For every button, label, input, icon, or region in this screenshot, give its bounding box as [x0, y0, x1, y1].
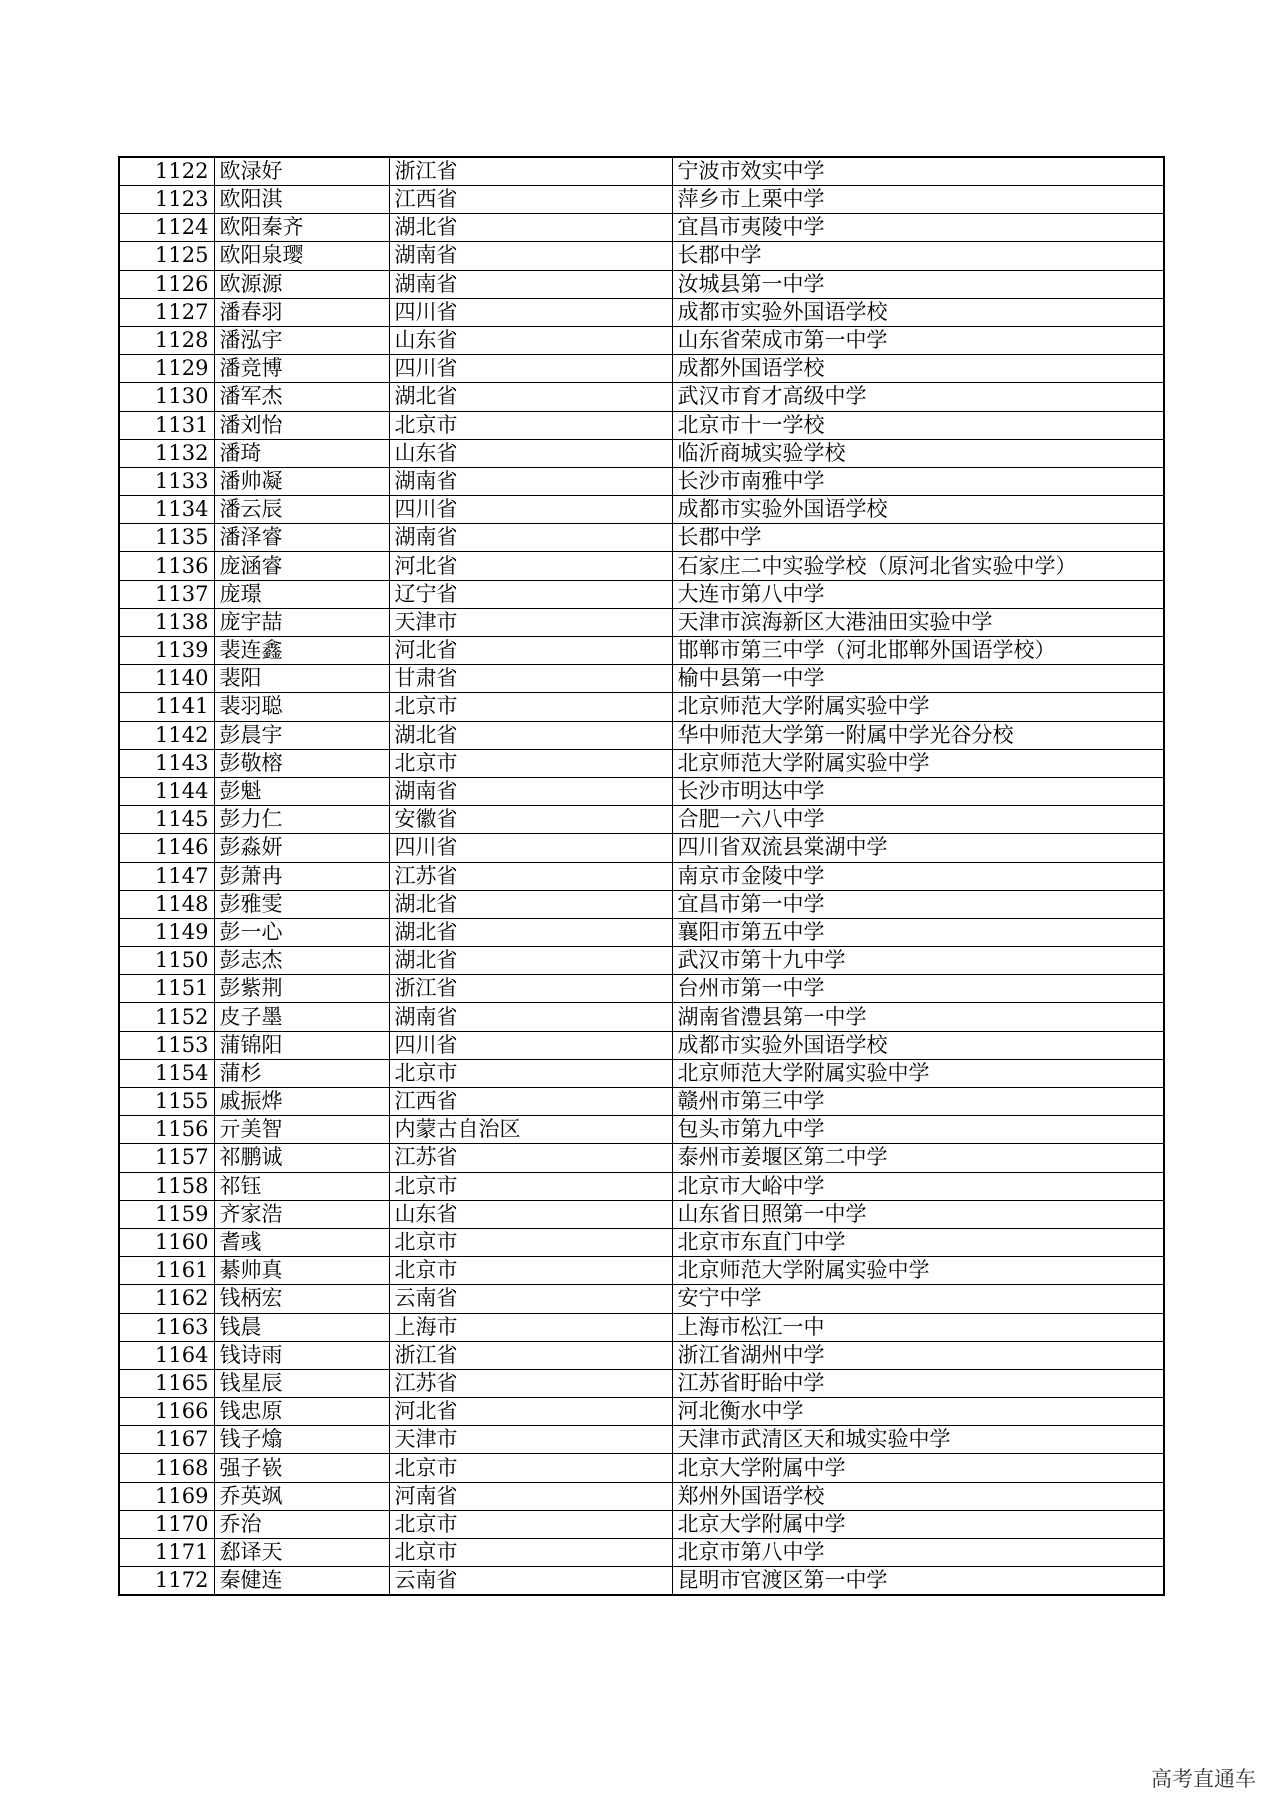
- table-row: [119, 665, 1164, 693]
- student-name: 强子嵚: [214, 1454, 389, 1482]
- school: 昆明市官渡区第一中学: [672, 1567, 1164, 1596]
- row-number: 1131: [119, 411, 214, 439]
- table-row: [119, 411, 1164, 439]
- table-row: [119, 1172, 1164, 1200]
- student-name: 亓美智: [214, 1116, 389, 1144]
- row-number: 1123: [119, 186, 214, 214]
- table-row: [119, 1341, 1164, 1369]
- row-number: 1170: [119, 1510, 214, 1538]
- table-row: [119, 1144, 1164, 1172]
- row-number: 1162: [119, 1285, 214, 1313]
- table-row: [119, 890, 1164, 918]
- table-row: [119, 1088, 1164, 1116]
- school: 四川省双流县棠湖中学: [672, 834, 1164, 862]
- student-name: 彭力仁: [214, 806, 389, 834]
- table-row: [119, 1116, 1164, 1144]
- row-number: 1137: [119, 580, 214, 608]
- table-row: [119, 439, 1164, 467]
- school: 北京师范大学附属实验中学: [672, 749, 1164, 777]
- table-row: [119, 1426, 1164, 1454]
- student-name: 潘帅凝: [214, 467, 389, 495]
- table-row: [119, 467, 1164, 495]
- row-number: 1153: [119, 1031, 214, 1059]
- province: 山东省: [389, 326, 672, 354]
- table-row: [119, 270, 1164, 298]
- row-number: 1139: [119, 637, 214, 665]
- row-number: 1152: [119, 1003, 214, 1031]
- table-row: [119, 693, 1164, 721]
- province: 江西省: [389, 1088, 672, 1116]
- table-row: [119, 1285, 1164, 1313]
- row-number: 1127: [119, 298, 214, 326]
- student-name: 裴阳: [214, 665, 389, 693]
- student-name: 欧阳淇: [214, 186, 389, 214]
- row-number: 1130: [119, 383, 214, 411]
- province: 甘肃省: [389, 665, 672, 693]
- school: 上海市松江一中: [672, 1313, 1164, 1341]
- student-name: 潘云辰: [214, 496, 389, 524]
- school: 石家庄二中实验学校（原河北省实验中学）: [672, 552, 1164, 580]
- row-number: 1148: [119, 890, 214, 918]
- student-name: 蒲锦阳: [214, 1031, 389, 1059]
- row-number: 1158: [119, 1172, 214, 1200]
- province: 云南省: [389, 1285, 672, 1313]
- student-name: 潘泽睿: [214, 524, 389, 552]
- row-number: 1140: [119, 665, 214, 693]
- student-name: 庞涵睿: [214, 552, 389, 580]
- table-row: [119, 1567, 1164, 1596]
- table-row: [119, 777, 1164, 805]
- table-row: [119, 496, 1164, 524]
- table-row: [119, 1510, 1164, 1538]
- school: 天津市武清区天和城实验中学: [672, 1426, 1164, 1454]
- row-number: 1160: [119, 1228, 214, 1256]
- student-name: 郄译天: [214, 1539, 389, 1567]
- school: 北京市东直门中学: [672, 1228, 1164, 1256]
- province: 上海市: [389, 1313, 672, 1341]
- province: 浙江省: [389, 1341, 672, 1369]
- student-name: 钱子熻: [214, 1426, 389, 1454]
- province: 湖南省: [389, 1003, 672, 1031]
- province: 山东省: [389, 439, 672, 467]
- row-number: 1146: [119, 834, 214, 862]
- province: 四川省: [389, 834, 672, 862]
- student-name: 彭一心: [214, 918, 389, 946]
- table-row: [119, 918, 1164, 946]
- school: 华中师范大学第一附属中学光谷分校: [672, 721, 1164, 749]
- row-number: 1154: [119, 1059, 214, 1087]
- school: 北京市十一学校: [672, 411, 1164, 439]
- student-name: 彭魁: [214, 777, 389, 805]
- province: 北京市: [389, 1510, 672, 1538]
- province: 天津市: [389, 608, 672, 636]
- province: 四川省: [389, 355, 672, 383]
- row-number: 1172: [119, 1567, 214, 1596]
- row-number: 1150: [119, 947, 214, 975]
- table-row: [119, 1031, 1164, 1059]
- student-name: 欧阳秦齐: [214, 214, 389, 242]
- school: 成都外国语学校: [672, 355, 1164, 383]
- table-row: [119, 1003, 1164, 1031]
- table-row: [119, 298, 1164, 326]
- table-row: [119, 1482, 1164, 1510]
- student-name: 潘竞博: [214, 355, 389, 383]
- school: 南京市金陵中学: [672, 862, 1164, 890]
- province: 天津市: [389, 1426, 672, 1454]
- school: 江苏省盱眙中学: [672, 1369, 1164, 1397]
- student-name: 蒲杉: [214, 1059, 389, 1087]
- school: 临沂商城实验学校: [672, 439, 1164, 467]
- table-row: [119, 524, 1164, 552]
- province: 北京市: [389, 1257, 672, 1285]
- school: 宜昌市夷陵中学: [672, 214, 1164, 242]
- school: 武汉市第十九中学: [672, 947, 1164, 975]
- school: 邯郸市第三中学（河北邯郸外国语学校）: [672, 637, 1164, 665]
- table-row: [119, 1228, 1164, 1256]
- school: 榆中县第一中学: [672, 665, 1164, 693]
- student-name: 綦帅真: [214, 1257, 389, 1285]
- province: 湖北省: [389, 947, 672, 975]
- row-number: 1132: [119, 439, 214, 467]
- school: 安宁中学: [672, 1285, 1164, 1313]
- school: 武汉市育才高级中学: [672, 383, 1164, 411]
- table-row: [119, 383, 1164, 411]
- school: 泰州市姜堰区第二中学: [672, 1144, 1164, 1172]
- table-row: [119, 749, 1164, 777]
- student-name: 庞宇喆: [214, 608, 389, 636]
- school: 长沙市南雅中学: [672, 467, 1164, 495]
- student-name: 裴连鑫: [214, 637, 389, 665]
- roster-body: [119, 157, 1164, 1595]
- table-row: [119, 1539, 1164, 1567]
- table-row: [119, 975, 1164, 1003]
- table-row: [119, 1059, 1164, 1087]
- row-number: 1133: [119, 467, 214, 495]
- row-number: 1143: [119, 749, 214, 777]
- row-number: 1141: [119, 693, 214, 721]
- province: 北京市: [389, 1539, 672, 1567]
- row-number: 1138: [119, 608, 214, 636]
- province: 湖北省: [389, 383, 672, 411]
- school: 长郡中学: [672, 524, 1164, 552]
- student-name: 欧源源: [214, 270, 389, 298]
- student-name: 潘泓宇: [214, 326, 389, 354]
- row-number: 1164: [119, 1341, 214, 1369]
- province: 安徽省: [389, 806, 672, 834]
- school: 成都市实验外国语学校: [672, 1031, 1164, 1059]
- province: 湖南省: [389, 524, 672, 552]
- row-number: 1124: [119, 214, 214, 242]
- student-name: 裴羽聪: [214, 693, 389, 721]
- student-name: 乔治: [214, 1510, 389, 1538]
- row-number: 1134: [119, 496, 214, 524]
- row-number: 1126: [119, 270, 214, 298]
- student-name: 钱忠原: [214, 1398, 389, 1426]
- student-name: 戚振烨: [214, 1088, 389, 1116]
- student-name: 彭敬榕: [214, 749, 389, 777]
- province: 四川省: [389, 496, 672, 524]
- province: 北京市: [389, 1228, 672, 1256]
- province: 湖北省: [389, 721, 672, 749]
- table-row: [119, 1257, 1164, 1285]
- province: 河南省: [389, 1482, 672, 1510]
- student-name: 潘刘怡: [214, 411, 389, 439]
- row-number: 1151: [119, 975, 214, 1003]
- student-name: 潘军杰: [214, 383, 389, 411]
- school: 赣州市第三中学: [672, 1088, 1164, 1116]
- row-number: 1155: [119, 1088, 214, 1116]
- student-name: 钱星辰: [214, 1369, 389, 1397]
- school: 台州市第一中学: [672, 975, 1164, 1003]
- student-name: 潘琦: [214, 439, 389, 467]
- province: 湖南省: [389, 467, 672, 495]
- school: 宜昌市第一中学: [672, 890, 1164, 918]
- school: 北京师范大学附属实验中学: [672, 693, 1164, 721]
- province: 四川省: [389, 1031, 672, 1059]
- student-name: 彭紫荆: [214, 975, 389, 1003]
- table-row: [119, 637, 1164, 665]
- school: 北京市大峪中学: [672, 1172, 1164, 1200]
- row-number: 1122: [119, 157, 214, 186]
- province: 北京市: [389, 749, 672, 777]
- table-row: [119, 186, 1164, 214]
- school: 萍乡市上栗中学: [672, 186, 1164, 214]
- province: 湖北省: [389, 214, 672, 242]
- school: 天津市滨海新区大港油田实验中学: [672, 608, 1164, 636]
- school: 成都市实验外国语学校: [672, 496, 1164, 524]
- row-number: 1165: [119, 1369, 214, 1397]
- school: 河北衡水中学: [672, 1398, 1164, 1426]
- row-number: 1166: [119, 1398, 214, 1426]
- row-number: 1163: [119, 1313, 214, 1341]
- student-name: 耆彧: [214, 1228, 389, 1256]
- table-row: [119, 1200, 1164, 1228]
- row-number: 1144: [119, 777, 214, 805]
- row-number: 1135: [119, 524, 214, 552]
- province: 北京市: [389, 693, 672, 721]
- province: 江苏省: [389, 1144, 672, 1172]
- school: 北京大学附属中学: [672, 1510, 1164, 1538]
- table-row: [119, 834, 1164, 862]
- student-name: 彭志杰: [214, 947, 389, 975]
- table-row: [119, 1454, 1164, 1482]
- school: 成都市实验外国语学校: [672, 298, 1164, 326]
- school: 合肥一六八中学: [672, 806, 1164, 834]
- student-name: 欧渌好: [214, 157, 389, 186]
- province: 湖南省: [389, 242, 672, 270]
- student-name: 彭萧冉: [214, 862, 389, 890]
- table-row: [119, 1398, 1164, 1426]
- row-number: 1167: [119, 1426, 214, 1454]
- watermark-text: 高考直通车: [1151, 1767, 1256, 1791]
- province: 北京市: [389, 1454, 672, 1482]
- row-number: 1136: [119, 552, 214, 580]
- school: 北京师范大学附属实验中学: [672, 1059, 1164, 1087]
- province: 河北省: [389, 552, 672, 580]
- school: 汝城县第一中学: [672, 270, 1164, 298]
- table-row: [119, 552, 1164, 580]
- table-row: [119, 862, 1164, 890]
- row-number: 1129: [119, 355, 214, 383]
- table-row: [119, 1369, 1164, 1397]
- table-row: [119, 721, 1164, 749]
- school: 山东省荣成市第一中学: [672, 326, 1164, 354]
- province: 湖南省: [389, 777, 672, 805]
- province: 浙江省: [389, 975, 672, 1003]
- province: 北京市: [389, 1059, 672, 1087]
- province: 湖南省: [389, 270, 672, 298]
- province: 四川省: [389, 298, 672, 326]
- province: 北京市: [389, 1172, 672, 1200]
- row-number: 1142: [119, 721, 214, 749]
- table-row: [119, 608, 1164, 636]
- student-name: 彭雅雯: [214, 890, 389, 918]
- row-number: 1125: [119, 242, 214, 270]
- province: 山东省: [389, 1200, 672, 1228]
- student-name: 彭淼妍: [214, 834, 389, 862]
- table-row: [119, 214, 1164, 242]
- table-row: [119, 580, 1164, 608]
- province: 内蒙古自治区: [389, 1116, 672, 1144]
- student-name: 庞璟: [214, 580, 389, 608]
- province: 江苏省: [389, 862, 672, 890]
- row-number: 1149: [119, 918, 214, 946]
- row-number: 1168: [119, 1454, 214, 1482]
- row-number: 1128: [119, 326, 214, 354]
- province: 河北省: [389, 1398, 672, 1426]
- province: 云南省: [389, 1567, 672, 1596]
- school: 大连市第八中学: [672, 580, 1164, 608]
- school: 湖南省澧县第一中学: [672, 1003, 1164, 1031]
- school: 北京师范大学附属实验中学: [672, 1257, 1164, 1285]
- row-number: 1171: [119, 1539, 214, 1567]
- student-name: 祁鹏诚: [214, 1144, 389, 1172]
- province: 北京市: [389, 411, 672, 439]
- student-name: 钱晨: [214, 1313, 389, 1341]
- student-name: 齐家浩: [214, 1200, 389, 1228]
- province: 河北省: [389, 637, 672, 665]
- table-row: [119, 806, 1164, 834]
- province: 湖北省: [389, 890, 672, 918]
- school: 襄阳市第五中学: [672, 918, 1164, 946]
- student-name: 欧阳泉璎: [214, 242, 389, 270]
- row-number: 1159: [119, 1200, 214, 1228]
- student-name: 秦健连: [214, 1567, 389, 1596]
- school: 北京市第八中学: [672, 1539, 1164, 1567]
- province: 浙江省: [389, 157, 672, 186]
- province: 江西省: [389, 186, 672, 214]
- student-name: 潘春羽: [214, 298, 389, 326]
- province: 湖北省: [389, 918, 672, 946]
- school: 宁波市效实中学: [672, 157, 1164, 186]
- student-name: 钱诗雨: [214, 1341, 389, 1369]
- province: 辽宁省: [389, 580, 672, 608]
- row-number: 1156: [119, 1116, 214, 1144]
- table-row: [119, 1313, 1164, 1341]
- row-number: 1157: [119, 1144, 214, 1172]
- school: 浙江省湖州中学: [672, 1341, 1164, 1369]
- table-row: [119, 326, 1164, 354]
- table-row: [119, 157, 1164, 186]
- row-number: 1147: [119, 862, 214, 890]
- student-name: 钱柄宏: [214, 1285, 389, 1313]
- student-name: 乔英飒: [214, 1482, 389, 1510]
- table-row: [119, 947, 1164, 975]
- school: 北京大学附属中学: [672, 1454, 1164, 1482]
- row-number: 1161: [119, 1257, 214, 1285]
- table-row: [119, 242, 1164, 270]
- school: 长郡中学: [672, 242, 1164, 270]
- school: 山东省日照第一中学: [672, 1200, 1164, 1228]
- province: 江苏省: [389, 1369, 672, 1397]
- school: 包头市第九中学: [672, 1116, 1164, 1144]
- roster-table: [118, 156, 1165, 1596]
- row-number: 1169: [119, 1482, 214, 1510]
- school: 长沙市明达中学: [672, 777, 1164, 805]
- student-name: 皮子墨: [214, 1003, 389, 1031]
- row-number: 1145: [119, 806, 214, 834]
- student-name: 祁钰: [214, 1172, 389, 1200]
- school: 郑州外国语学校: [672, 1482, 1164, 1510]
- table-row: [119, 355, 1164, 383]
- student-name: 彭晨宇: [214, 721, 389, 749]
